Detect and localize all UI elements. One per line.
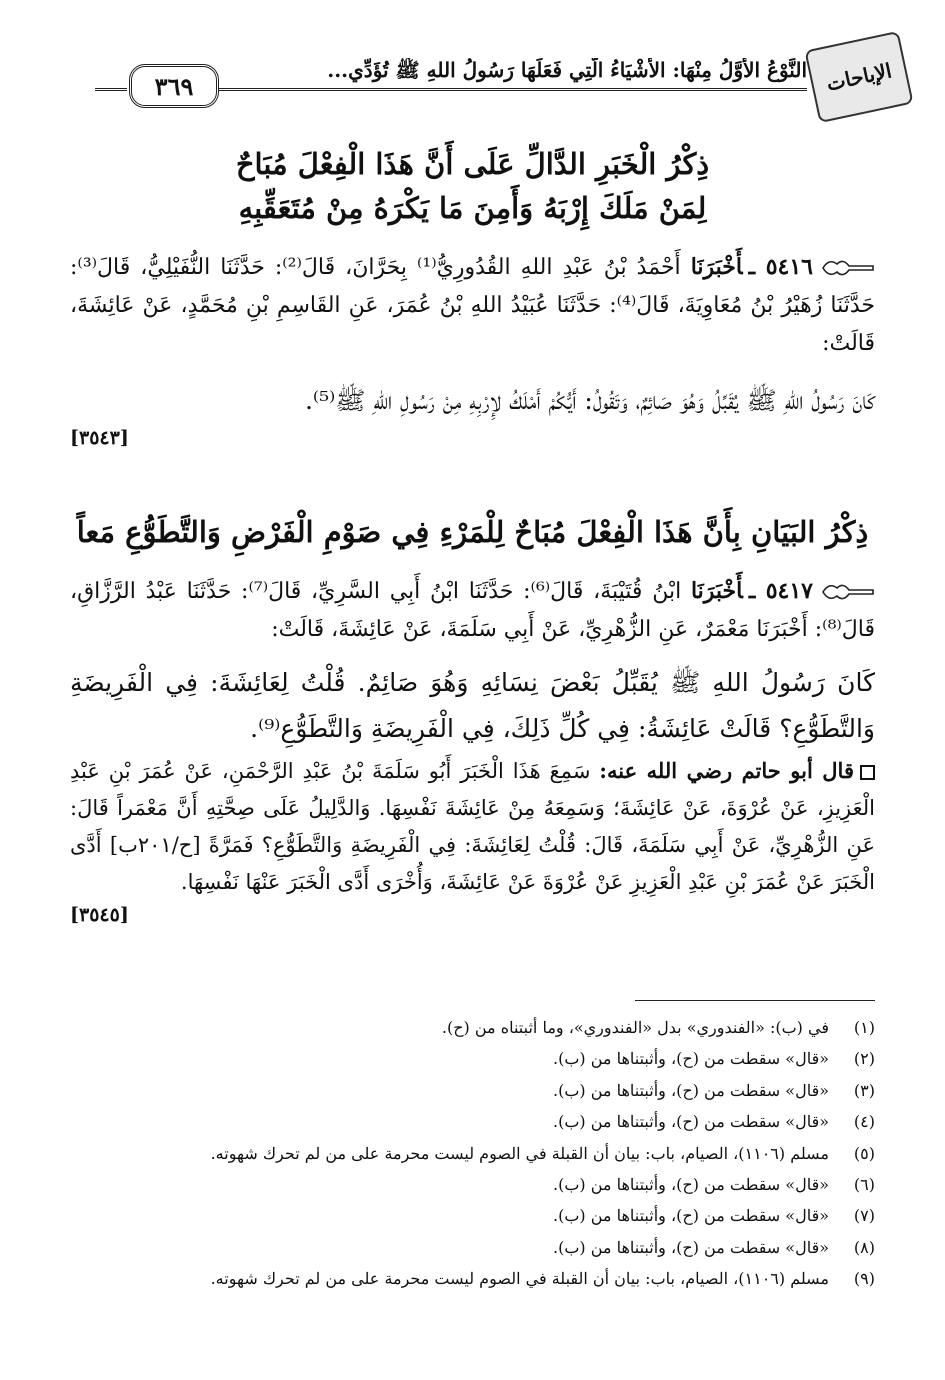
footnote [70,1200,875,1231]
section1-heading-line1: ذِكْرُ الْخَبَرِ الدَّالِّ عَلَى أَنَّ هَذَا الْفِعْلَ مُبَاحٌ [235,147,710,181]
section1-heading [70,142,875,230]
reference-number: [٣٥٤٥] [70,904,129,926]
hadith-5416-isnad [70,248,875,363]
footnote [70,1075,875,1106]
footnote-number: (٨) [853,1237,875,1257]
hadith-number: ٥٤١٦ ـ [748,254,813,280]
header-rule [215,88,807,91]
footnote-text: «قال» سقطت من (ح)، وأثبتناها من (ب). [553,1175,829,1195]
footnote-number: (٤) [853,1112,875,1132]
footnote-text: «قال» سقطت من (ح)، وأثبتناها من (ب). [553,1049,829,1069]
hadith-5417-matn: كَانَ رَسُولُ اللهِ ﷺ يُقَبِّلُ بَعْضَ نِسَائِهِ وَهُوَ صَائِمٌ. قُلْتُ لِعَائِشَةَ: فِي الْفَرِيضَةِ وَالتَّطَوُّعِ؟ قَالَتْ عَائِشَةُ: فِي كُلِّ ذَلِكَ، فِي الْفَرِيضَةِ وَالتَّطَوُّعِ⁽⁹⁾. [70,668,875,743]
isnad-text: ابْنُ قُتَيْبَةَ، قَالَ⁽⁶⁾: حَدَّثَنَا ابْنُ أَبِي السَّرِيِّ، قَالَ⁽⁷⁾: حَدَّثَنَا عَبْدُ الرَّزَّاقِ، قَالَ⁽⁸⁾: أَخْبَرَنَا مَعْمَرٌ، عَنِ الزُّهْرِيِّ، عَنْ أَبِي سَلَمَةَ، عَنْ عَائِشَةَ، قَالَتْ: [70,579,875,642]
footnote [70,1138,875,1169]
chapter-badge: الإباحات [804,31,913,123]
footnote [70,1043,875,1074]
footnote-number: (٦) [853,1175,875,1195]
footnote-text: «قال» سقطت من (ح)، وأثبتناها من (ب). [553,1112,829,1132]
akhbarana-label: أَخْبَرَنَا [690,254,743,280]
footnote-text: مسلم (١١٠٦)، الصيام، باب: بيان أن القبلة في الصوم ليست محرمة على من لم تحرك شهوته. [210,1269,829,1289]
square-marker-icon [860,765,875,780]
header-rule-stub [95,88,127,91]
matn-text: كَانَ رَسُولُ اللهِ ﷺ يُقَبِّلُ وَهُوَ صَائِمٌ، وَتَقُولُ: أَيُّكُمْ أَمْلَكُ لإِرْبِهِ مِنْ رَسُولِ اللهِ ﷺ⁽⁵⁾. [304,386,875,415]
akhbarana-label: أَخْبَرَنَا [690,578,743,604]
comment-text: سَمِعَ هَذَا الْخَبَرَ أَبُو سَلَمَةَ بْنُ عَبْدِ الرَّحْمَنِ، عَنْ عُمَرَ بْنِ عَبْدِ الْعَزِيزِ، عَنْ عُرْوَةَ، عَنْ عَائِشَةَ؛ وَسَمِعَهُ مِنْ عَائِشَةَ نَفْسِهَا. وَالدَّلِيلُ عَلَى صِحَّتِهِ أَنَّ مَعْمَراً قَالَ: عَنِ الزُّهْرِيِّ، عَنْ أَبِي سَلَمَةَ، قَالَ: قُلْتُ لِعَائِشَةَ: فِي الْفَرِيضَةِ وَالتَّطَوُّعِ؟ فَمَرَّةً [ح/٢٠١ب] أَدَّى الْخَبَرَ عَنْ عُمَرَ بْنِ عَبْدِ الْعَزِيزِ عَنْ عُرْوَةَ عَنْ عَائِشَةَ، وَأُخْرَى أَدَّى الْخَبَرَ عَنْهَا نَفْسِهَا. [70,759,875,894]
footnote-number: (٥) [853,1143,875,1163]
footnote-text: «قال» سقطت من (ح)، وأثبتناها من (ب). [553,1237,829,1257]
footnote [70,1263,875,1294]
header-title: النَّوْعُ الأَوَّلُ مِنْهَا: الأَشْيَاءُ الَّتِي فَعَلَهَا رَسُولُ اللهِ ﷺ تُؤَدِّي... [327,58,807,82]
section2-heading: ذِكْرُ البَيَانِ بِأَنَّ هَذَا الْفِعْلَ مُبَاحٌ لِلْمَرْءِ فِي صَوْمِ الْفَرْضِ وَالتَّطَوُّعِ مَعاً [76,515,869,549]
footnote-number: (٢) [853,1049,875,1069]
footnote-text: مسلم (١١٠٦)، الصيام، باب: بيان أن القبلة في الصوم ليست محرمة على من لم تحرك شهوته. [210,1143,829,1163]
hadith-number: ٥٤١٧ ـ [748,578,813,604]
footnote-text: «قال» سقطت من (ح)، وأثبتناها من (ب). [553,1080,829,1100]
footnote [70,1169,875,1200]
footnote-number: (٧) [853,1206,875,1226]
running-header [95,40,907,112]
hadith-ornament-icon [821,580,875,604]
hadith-5417-isnad [70,572,875,649]
reference-number: [٣٥٤٣] [70,427,129,449]
footnote-text: في (ب): «الفندوري» بدل «الفندوري»، وما أثبتناه من (ح). [441,1018,829,1037]
section1-heading-line2: لِمَنْ مَلَكَ إِرْبَهُ وَأَمِنَ مَا يَكْرَهُ مِنْ مُتَعَقِّبِهِ [238,191,707,225]
comment-author: قال أبو حاتم رضي الله عنه: [599,758,854,783]
footnote [70,1106,875,1137]
footnote [70,1232,875,1263]
footnote-number: (٩) [853,1269,875,1289]
page-number: ٣٦٩ [129,64,219,108]
footnote-separator [635,1000,875,1001]
footnotes [70,1012,875,1295]
hadith-ornament-icon [821,256,875,280]
hadith-5416-matn [70,378,875,452]
footnote [70,1012,875,1043]
abu-hatim-comment [70,752,875,929]
footnote-text: «قال» سقطت من (ح)، وأثبتناها من (ب). [553,1206,829,1226]
footnote-number: (٣) [853,1080,875,1100]
footnote-number: (١) [853,1018,875,1037]
isnad-text: أَحْمَدُ بْنُ عَبْدِ اللهِ القُدُورِيُّ⁽¹⁾ بِحَرَّانَ، قَالَ⁽²⁾: حَدَّثَنَا النُّفَيْلِيُّ، قَالَ⁽³⁾: حَدَّثَنَا زُهَيْرُ بْنُ مُعَاوِيَةَ، قَالَ⁽⁴⁾: حَدَّثَنَا عُبَيْدُ اللهِ بْنُ عُمَرَ، عَنِ القَاسِمِ بْنِ مُحَمَّدٍ، عَنْ عَائِشَةَ، قَالَتْ: [70,255,875,356]
